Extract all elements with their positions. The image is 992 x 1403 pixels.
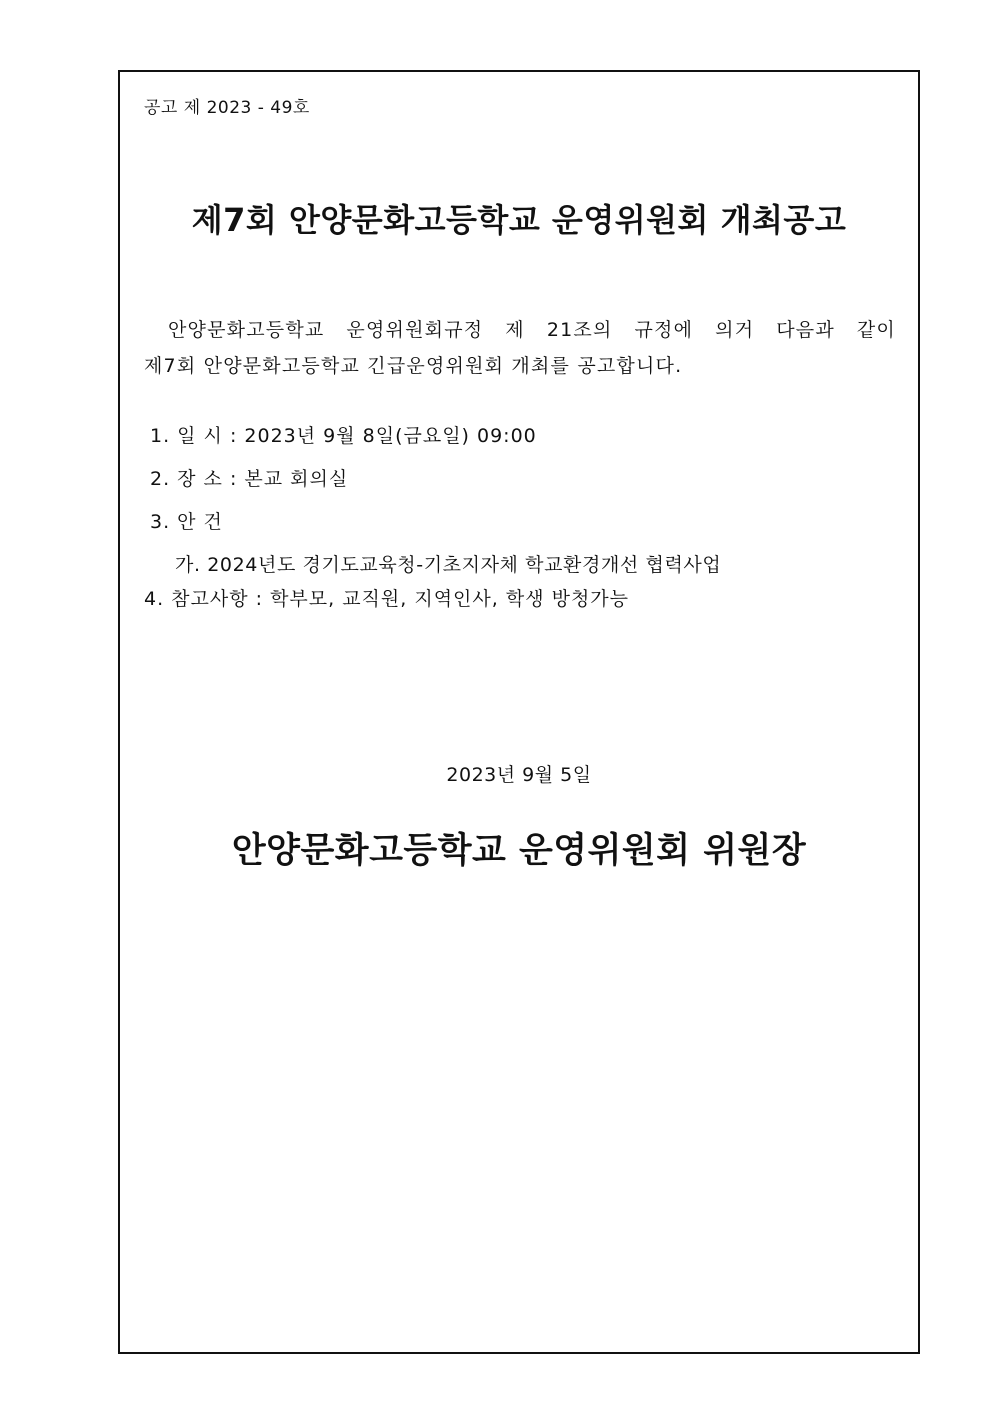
intro-paragraph-line-1: 안양문화고등학교 운영위원회규정 제 21조의 규정에 의거 다음과 같이 — [168, 319, 896, 341]
item-agenda: 3. 안 건 — [150, 511, 223, 533]
item-notes: 4. 참고사항 : 학부모, 교직원, 지역인사, 학생 방청가능 — [144, 588, 630, 610]
signature-line: 안양문화고등학교 운영위원회 위원장 — [231, 831, 807, 871]
document-border — [118, 70, 920, 1354]
document-title: 제7회 안양문화고등학교 운영위원회 개최공고 — [191, 201, 847, 239]
agenda-subitem: 가. 2024년도 경기도교육청-기초지자체 학교환경개선 협력사업 — [175, 554, 722, 576]
item-datetime: 1. 일 시 : 2023년 9월 8일(금요일) 09:00 — [150, 425, 537, 447]
notice-number: 공고 제 2023 - 49호 — [144, 98, 310, 118]
item-location: 2. 장 소 : 본교 회의실 — [150, 468, 349, 490]
intro-paragraph-line-2: 제7회 안양문화고등학교 긴급운영위원회 개최를 공고합니다. — [144, 355, 683, 377]
document-date: 2023년 9월 5일 — [446, 764, 592, 786]
